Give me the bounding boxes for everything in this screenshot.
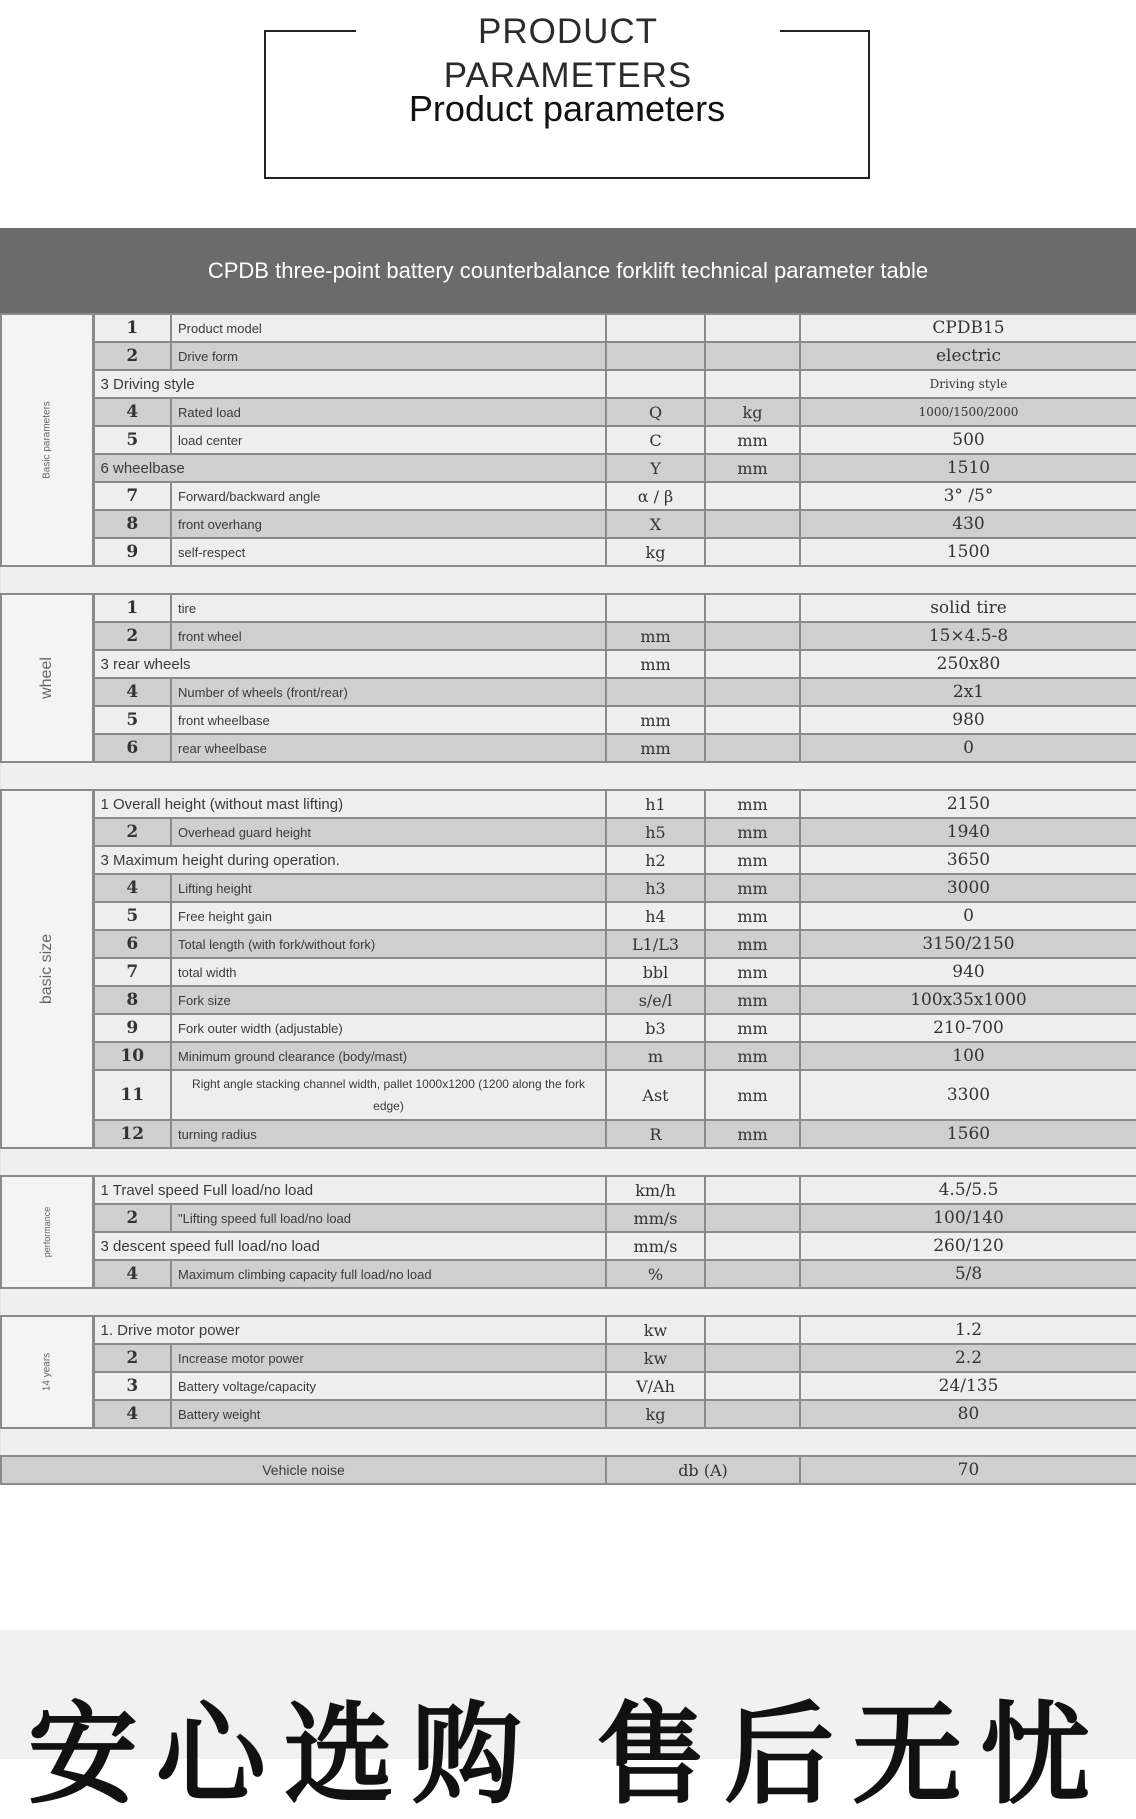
table-row [1, 734, 1136, 762]
table-row [1, 818, 1136, 846]
row-unit [705, 1344, 800, 1372]
row-name: Forward/backward angle [171, 482, 606, 510]
row-name: Number of wheels (front/rear) [171, 678, 606, 706]
row-value: 0 [800, 734, 1136, 762]
row-symbol: kg [606, 538, 705, 566]
section-gap-cell [1, 762, 1136, 790]
row-name: Battery voltage/capacity [171, 1372, 606, 1400]
row-value: 3650 [800, 846, 1136, 874]
row-number: 4 [93, 1400, 171, 1428]
table-row [1, 594, 1136, 622]
row-number: 1 [93, 594, 171, 622]
row-unit: mm [705, 818, 800, 846]
section-gap-cell [1, 1428, 1136, 1456]
row-value: 430 [800, 510, 1136, 538]
row-name: Product model [171, 314, 606, 342]
row-name: Fork outer width (adjustable) [171, 1014, 606, 1042]
table-row [1, 1316, 1136, 1344]
row-unit [705, 370, 800, 398]
table-row [1, 706, 1136, 734]
table-row [1, 1176, 1136, 1204]
row-value: 3° /5° [800, 482, 1136, 510]
row-value: 24/135 [800, 1372, 1136, 1400]
row-name: front wheel [171, 622, 606, 650]
row-symbol: h3 [606, 874, 705, 902]
row-unit [705, 342, 800, 370]
row-value: 0 [800, 902, 1136, 930]
row-number: 4 [93, 1260, 171, 1288]
section-gap [1, 762, 1136, 790]
row-symbol [606, 342, 705, 370]
row-name: Overhead guard height [171, 818, 606, 846]
row-value: 100x35x1000 [800, 986, 1136, 1014]
row-number: 5 [93, 426, 171, 454]
row-value: 210-700 [800, 1014, 1136, 1042]
row-symbol: b3 [606, 1014, 705, 1042]
row-unit [705, 314, 800, 342]
row-number: 8 [93, 986, 171, 1014]
row-value: 1560 [800, 1120, 1136, 1148]
row-name: 6 wheelbase [93, 454, 606, 482]
row-value: 260/120 [800, 1232, 1136, 1260]
row-unit [705, 678, 800, 706]
row-symbol: mm/s [606, 1232, 705, 1260]
table-row [1, 790, 1136, 818]
row-symbol: mm [606, 622, 705, 650]
row-unit [705, 734, 800, 762]
row-number: 9 [93, 538, 171, 566]
table-row [1, 930, 1136, 958]
row-value: 15×4.5-8 [800, 622, 1136, 650]
row-value: 2x1 [800, 678, 1136, 706]
row-number: 6 [93, 930, 171, 958]
row-unit: mm [705, 986, 800, 1014]
table-row [1, 1372, 1136, 1400]
group-label: 14 years [41, 1352, 53, 1392]
section-gap [1, 566, 1136, 594]
section-gap [1, 1288, 1136, 1316]
row-symbol: α / β [606, 482, 705, 510]
row-unit: mm [705, 1070, 800, 1120]
row-symbol [606, 370, 705, 398]
row-number: 11 [93, 1070, 171, 1120]
row-value: 3150/2150 [800, 930, 1136, 958]
row-symbol: h4 [606, 902, 705, 930]
row-symbol: Ast [606, 1070, 705, 1120]
noise-row [1, 1456, 1136, 1484]
table-row [1, 1042, 1136, 1070]
table-row [1, 1400, 1136, 1428]
group-label-cell [1, 790, 93, 1148]
row-value: 3000 [800, 874, 1136, 902]
row-number: 5 [93, 902, 171, 930]
row-number: 2 [93, 342, 171, 370]
row-name: Lifting height [171, 874, 606, 902]
row-number: 7 [93, 958, 171, 986]
row-value: 1500 [800, 538, 1136, 566]
row-symbol: L1/L3 [606, 930, 705, 958]
table-row [1, 1344, 1136, 1372]
row-symbol: m [606, 1042, 705, 1070]
row-name: 3 rear wheels [93, 650, 606, 678]
row-number: 4 [93, 398, 171, 426]
noise-value: 70 [800, 1456, 1136, 1484]
group-label-cell [1, 314, 93, 566]
row-value: 940 [800, 958, 1136, 986]
table-row [1, 1260, 1136, 1288]
header-top-title: PRODUCT PARAMETERS [356, 10, 780, 54]
row-symbol: h1 [606, 790, 705, 818]
row-unit [705, 1260, 800, 1288]
row-symbol: R [606, 1120, 705, 1148]
table-row [1, 482, 1136, 510]
group-label: basic size [37, 933, 55, 1005]
row-symbol: kw [606, 1344, 705, 1372]
row-unit [705, 1372, 800, 1400]
row-symbol: X [606, 510, 705, 538]
row-value: 1.2 [800, 1316, 1136, 1344]
table-row [1, 874, 1136, 902]
table-row [1, 454, 1136, 482]
row-value: 3300 [800, 1070, 1136, 1120]
row-symbol: km/h [606, 1176, 705, 1204]
table-row [1, 1120, 1136, 1148]
row-name: 3 descent speed full load/no load [93, 1232, 606, 1260]
row-symbol: C [606, 426, 705, 454]
table-row [1, 1204, 1136, 1232]
row-unit: kg [705, 398, 800, 426]
row-number: 1 [93, 314, 171, 342]
row-value: 1000/1500/2000 [800, 398, 1136, 426]
row-unit: mm [705, 1042, 800, 1070]
row-value: 500 [800, 426, 1136, 454]
table-row [1, 314, 1136, 342]
row-value: 80 [800, 1400, 1136, 1428]
row-name: "Lifting speed full load/no load [171, 1204, 606, 1232]
row-unit [705, 706, 800, 734]
row-name: front wheelbase [171, 706, 606, 734]
row-value: 5/8 [800, 1260, 1136, 1288]
table-row [1, 678, 1136, 706]
row-name: Maximum climbing capacity full load/no load [171, 1260, 606, 1288]
row-name: Fork size [171, 986, 606, 1014]
row-name: Minimum ground clearance (body/mast) [171, 1042, 606, 1070]
row-value: 980 [800, 706, 1136, 734]
row-unit [705, 1204, 800, 1232]
bottom-banner-text: 安心选购 售后无忧 [27, 1691, 1109, 1819]
row-number: 3 [93, 1372, 171, 1400]
table-row [1, 986, 1136, 1014]
row-unit: mm [705, 902, 800, 930]
row-number: 10 [93, 1042, 171, 1070]
row-number: 2 [93, 622, 171, 650]
row-name: turning radius [171, 1120, 606, 1148]
row-symbol: kg [606, 1400, 705, 1428]
row-value: 1940 [800, 818, 1136, 846]
row-symbol: mm/s [606, 1204, 705, 1232]
row-name: Total length (with fork/without fork) [171, 930, 606, 958]
row-number: 5 [93, 706, 171, 734]
row-number: 4 [93, 678, 171, 706]
row-number: 2 [93, 818, 171, 846]
table-row [1, 510, 1136, 538]
row-number: 7 [93, 482, 171, 510]
row-value: CPDB15 [800, 314, 1136, 342]
row-name: total width [171, 958, 606, 986]
row-symbol: h2 [606, 846, 705, 874]
section-gap [1, 1148, 1136, 1176]
row-value: 2150 [800, 790, 1136, 818]
row-value: 2.2 [800, 1344, 1136, 1372]
table-row [1, 398, 1136, 426]
table-row [1, 902, 1136, 930]
row-value: 100/140 [800, 1204, 1136, 1232]
row-name: 1 Overall height (without mast lifting) [93, 790, 606, 818]
row-symbol: mm [606, 650, 705, 678]
page-title: Product parameters [408, 88, 726, 129]
row-symbol [606, 314, 705, 342]
row-name: self-respect [171, 538, 606, 566]
group-label-cell [1, 1176, 93, 1288]
table-title: CPDB three-point battery counterbalance forklift technical parameter table [0, 228, 1136, 313]
row-number: 2 [93, 1204, 171, 1232]
row-number: 9 [93, 1014, 171, 1042]
table-row [1, 958, 1136, 986]
section-gap-cell [1, 1288, 1136, 1316]
row-name: Drive form [171, 342, 606, 370]
row-symbol [606, 678, 705, 706]
row-unit [705, 1316, 800, 1344]
row-unit: mm [705, 1014, 800, 1042]
row-value: 100 [800, 1042, 1136, 1070]
table-row [1, 426, 1136, 454]
row-unit: mm [705, 958, 800, 986]
row-symbol: bbl [606, 958, 705, 986]
row-symbol: % [606, 1260, 705, 1288]
table-row [1, 846, 1136, 874]
row-symbol: kw [606, 1316, 705, 1344]
section-gap-cell [1, 1148, 1136, 1176]
row-value: Driving style [800, 370, 1136, 398]
row-unit [705, 510, 800, 538]
group-label-cell [1, 1316, 93, 1428]
table-row [1, 1070, 1136, 1120]
row-symbol: V/Ah [606, 1372, 705, 1400]
group-label-cell [1, 594, 93, 762]
row-number: 6 [93, 734, 171, 762]
row-name: 1 Travel speed Full load/no load [93, 1176, 606, 1204]
row-number: 8 [93, 510, 171, 538]
row-unit [705, 594, 800, 622]
table-row [1, 622, 1136, 650]
row-name: Increase motor power [171, 1344, 606, 1372]
row-value: 4.5/5.5 [800, 1176, 1136, 1204]
row-name: Free height gain [171, 902, 606, 930]
row-unit [705, 1176, 800, 1204]
row-name: 1. Drive motor power [93, 1316, 606, 1344]
group-label: Basic parameters [41, 401, 53, 479]
parameter-table [0, 313, 1136, 1485]
table-row [1, 342, 1136, 370]
row-symbol: s/e/l [606, 986, 705, 1014]
row-unit: mm [705, 1120, 800, 1148]
row-unit [705, 482, 800, 510]
table-row [1, 650, 1136, 678]
row-name: 3 Driving style [93, 370, 606, 398]
row-name: Battery weight [171, 1400, 606, 1428]
row-name: 3 Maximum height during operation. [93, 846, 606, 874]
row-name: tire [171, 594, 606, 622]
row-name: Rated load [171, 398, 606, 426]
table-row [1, 1232, 1136, 1260]
group-label: wheel [37, 657, 55, 699]
row-value: 250x80 [800, 650, 1136, 678]
row-name: Right angle stacking channel width, pallet 1000x1200 (1200 along the fork edge) [171, 1070, 606, 1120]
section-gap-cell [1, 566, 1136, 594]
row-value: electric [800, 342, 1136, 370]
row-unit [705, 650, 800, 678]
row-unit: mm [705, 454, 800, 482]
noise-label: Vehicle noise [1, 1456, 606, 1484]
row-name: rear wheelbase [171, 734, 606, 762]
row-symbol: mm [606, 706, 705, 734]
row-name: front overhang [171, 510, 606, 538]
noise-unit: db (A) [606, 1456, 800, 1484]
row-number: 4 [93, 874, 171, 902]
row-value: 1510 [800, 454, 1136, 482]
row-unit [705, 622, 800, 650]
row-symbol: Y [606, 454, 705, 482]
table-row [1, 538, 1136, 566]
row-symbol: h5 [606, 818, 705, 846]
section-gap [1, 1428, 1136, 1456]
row-unit [705, 1232, 800, 1260]
row-unit [705, 538, 800, 566]
row-value: solid tire [800, 594, 1136, 622]
row-unit: mm [705, 790, 800, 818]
group-label: performance [41, 1206, 52, 1258]
table-row [1, 1014, 1136, 1042]
row-number: 12 [93, 1120, 171, 1148]
row-symbol: mm [606, 734, 705, 762]
row-unit: mm [705, 930, 800, 958]
row-symbol: Q [606, 398, 705, 426]
row-unit: mm [705, 846, 800, 874]
row-name: load center [171, 426, 606, 454]
row-unit [705, 1400, 800, 1428]
row-symbol [606, 594, 705, 622]
table-row [1, 370, 1136, 398]
row-number: 2 [93, 1344, 171, 1372]
row-unit: mm [705, 426, 800, 454]
row-unit: mm [705, 874, 800, 902]
